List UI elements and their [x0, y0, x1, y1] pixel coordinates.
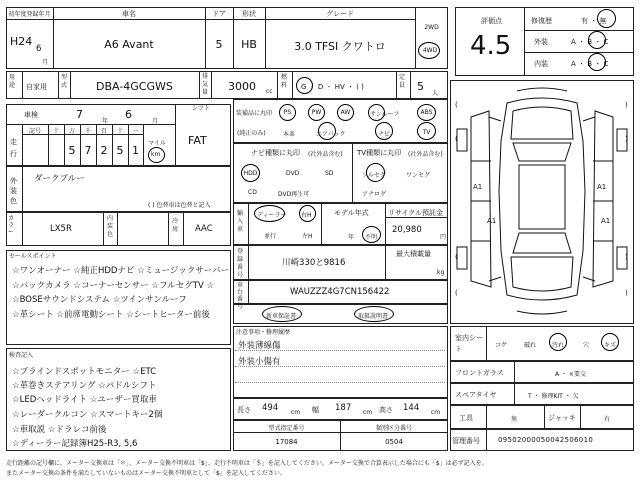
tools-label: 工具: [459, 414, 473, 422]
doors-value: 5: [215, 38, 223, 51]
sales-line-3: ☆BOSEサウンドシステム ☆ツインサンルーフ: [12, 295, 187, 305]
import-right-hand: 右H: [301, 212, 312, 219]
vin-label: 車台番号: [237, 282, 244, 310]
bracket-br1: ): [625, 253, 628, 261]
sheet-tear: 破れ: [524, 342, 537, 349]
import-label: 輸入車: [237, 210, 244, 233]
interior-sheet-label: 室内シート: [455, 334, 483, 353]
drive-4wd: 4WD: [422, 47, 438, 54]
car-diagram: [451, 81, 633, 323]
mileage-digit-1: 5: [68, 144, 76, 157]
equipment-label: 装備品に丸印: [236, 110, 273, 117]
mileage-digit-2: 7: [84, 144, 92, 157]
navi-hdd: HDD: [243, 170, 258, 177]
displacement-value: 3000: [228, 80, 256, 93]
sheet-stain: 汚れ: [552, 342, 565, 349]
management-value: 09502000050042506010: [498, 436, 594, 444]
footer-line-2: またメーター交換の条件を満たしていないものはメーター交換不明車として「$」を記入してください。: [6, 470, 286, 477]
exterior-color-value: ダークブルー: [34, 174, 85, 184]
recycle-label: リサイクル預託金: [388, 209, 444, 217]
score-value: 4.5: [470, 31, 512, 61]
wheel-rear-left: [457, 247, 467, 269]
model-value: A6 Avant: [104, 38, 154, 51]
shape-label: 形状: [242, 10, 256, 18]
height-value: 144: [403, 403, 420, 413]
front-glass-options: A ・ ×要交: [555, 371, 586, 378]
entry-line-4: ☆レーダークルコン ☆スマートキー2個: [12, 410, 163, 420]
entry-line-3: ☆LEDヘッドライト ☆ユーザー買取車: [12, 395, 157, 405]
max-load-label: 最大積載量: [396, 250, 431, 258]
mileage-digit-3: 2: [100, 144, 108, 157]
rear-bumper: [517, 311, 567, 314]
tools-value: 無: [511, 416, 518, 423]
sheet-hole: 穴: [583, 342, 590, 349]
mileage-digit-5: 1: [132, 144, 139, 157]
year-unit: 年: [102, 118, 109, 125]
reg-number-label: 登録番号: [237, 248, 244, 279]
model-label: 車名: [122, 10, 136, 18]
mileage-unit-km: km: [151, 151, 161, 158]
wheel-front-left: [457, 129, 467, 151]
footer-line-1: 走行距離の記号欄に、メーター交換車は「＊」、メーター交換不明車は「$」、走行不明車は「＄」を記入してください。メーター交換で合算表示した場合にも「$」は必ず記入を。: [6, 460, 488, 467]
mileage-h6: 一: [132, 128, 139, 135]
use-value: 自家用: [26, 83, 47, 91]
height-unit: cm: [431, 409, 441, 416]
length-value: 494: [262, 403, 279, 413]
month-unit-2: 月: [152, 118, 159, 125]
navi-dvd-play: DVD再生可: [278, 191, 310, 198]
tv-oneseg: ワンセグ: [406, 172, 431, 179]
right-side: [593, 111, 613, 287]
entry-line-6: ☆ディーラー記録簿H25-R3, 5,6: [12, 439, 138, 449]
navi-sd: SD: [325, 170, 334, 177]
sales-points-label: セールスポイント: [9, 253, 57, 260]
sales-line-1: ☆ワンオーナー ☆純正HDDナビ ☆ミュージックサーバー: [12, 266, 229, 276]
interior-b-circle: [588, 53, 606, 71]
tv-fullseg: フルセグ: [362, 172, 386, 179]
category-label: 類別区分番号: [375, 425, 412, 432]
spare-tire-label: スペアタイヤ: [455, 391, 497, 399]
drive-2wd: 2WD: [424, 24, 439, 31]
navi-dvd: DVD: [286, 170, 300, 177]
capacity-value: 5: [417, 80, 424, 93]
fuel-label: 燃料: [281, 74, 288, 89]
equipment-sublabel: (純正のみ): [237, 130, 266, 137]
windshield: [513, 143, 571, 161]
tv-title: TV種類に丸印: [357, 149, 402, 157]
cooler-value: AAC: [195, 224, 213, 234]
mileage-unit-mile: マイル: [148, 140, 166, 147]
spare-tire-options: T ・ 修理KIT ・ 欠: [528, 393, 579, 400]
mileage-h2: 万: [68, 128, 75, 135]
entry-line-1: ☆ブラインドスポットモニター ☆ETC: [12, 367, 157, 377]
exterior-b-circle: [588, 31, 606, 49]
left-side: [471, 111, 491, 287]
grade-label: グレード: [326, 10, 354, 18]
dmg-a1-left-rear: A1: [487, 217, 497, 225]
use-label: 用途: [9, 74, 16, 89]
score-label: 評価点: [481, 17, 502, 25]
equip-aw: AW: [340, 109, 351, 116]
type-value: DBA-4GCGWS: [96, 80, 173, 93]
bracket-bl1: (: [455, 253, 458, 261]
manual: 取扱説明書: [358, 313, 389, 320]
import-parallel: 並行: [264, 233, 277, 240]
type-designation-value: 17084: [275, 438, 298, 446]
mileage-h1: 十: [52, 128, 59, 135]
sheet-burn: コゲ: [495, 342, 508, 349]
equip-sunroof: サンルーフ: [370, 111, 400, 118]
model-year-unit: 年: [348, 234, 355, 241]
new-car-warranty: 新車保証書: [266, 313, 297, 320]
width-unit: cm: [363, 409, 373, 416]
row2: [6, 71, 448, 99]
inspector-entry-label: 検査記入: [9, 352, 34, 359]
recycle-value: 20,980: [392, 225, 422, 235]
note-line-2: 外装小傷有: [238, 357, 281, 367]
mileage-h4: 百: [100, 128, 107, 135]
jack-label: ジャッキ: [548, 414, 576, 422]
equip-tv: TV: [422, 129, 431, 136]
inspector-notes-label: 注意事項・修理履歴: [236, 329, 291, 336]
interior-color-label: 内装色: [107, 215, 114, 238]
length-unit: cm: [291, 409, 301, 416]
hood-panel: [511, 107, 573, 139]
rear-window: [513, 233, 571, 253]
color-code-label: カラー: [8, 215, 15, 236]
shift-value: FAT: [188, 134, 207, 147]
cooler-label: 冷房: [172, 218, 179, 233]
mileage-h5: 十: [116, 128, 123, 135]
month-unit: 月: [42, 59, 49, 66]
front-bumper: [517, 88, 567, 91]
model-year-unknown: 不明: [365, 234, 378, 241]
height-label: 高さ: [379, 406, 393, 414]
type-label: 型式: [61, 74, 68, 89]
width-label: 幅: [312, 406, 319, 414]
sheet-scratch: キズ: [604, 342, 616, 349]
max-load-unit: kg: [437, 269, 445, 276]
interior-grade-label: 内装: [534, 60, 548, 68]
length-label: 長さ: [237, 406, 251, 414]
roof-panel: [519, 165, 565, 229]
equip-abs: ABS: [420, 109, 433, 116]
bracket-tr1: ): [625, 101, 628, 109]
mileage-h3: 千: [84, 128, 91, 135]
navi-sub: (社外品含む): [308, 151, 343, 158]
shaken-year: 7: [76, 108, 83, 121]
bracket-tr2: ): [625, 135, 628, 143]
color-code-value: LX5R: [50, 224, 72, 234]
reg-number-value: 川崎330と9816: [282, 258, 346, 268]
exterior-color-note: ( ) 色替車は色替と記入: [148, 202, 211, 209]
capacity-label: 定員: [399, 74, 406, 89]
mileage-digit-4: 5: [116, 144, 124, 157]
dmg-a1-right-rear: A1: [601, 217, 611, 225]
category-value: 0504: [385, 438, 403, 446]
dmg-a1-left-front: A1: [473, 183, 483, 191]
tv-analog: アナログ: [362, 191, 387, 198]
displacement-label: 排気量: [202, 73, 209, 96]
bracket-bl2: (: [455, 289, 458, 297]
management-label: 管理番号: [452, 437, 480, 445]
equip-ps: PS: [283, 109, 292, 116]
mileage-label: 走行: [10, 138, 17, 158]
note-line-1: 外装薄線傷: [238, 341, 281, 351]
equip-leather: 本革: [283, 131, 296, 138]
model-year-label: モデル年式: [334, 209, 369, 217]
bracket-tl1: (: [455, 101, 458, 109]
reg-month: 6: [36, 44, 42, 54]
navi-cd: CD: [248, 189, 257, 196]
doors-label: ドア: [212, 10, 226, 18]
fuel-options: G ・ D ・ HV ・ ( ): [301, 83, 364, 91]
reg-year-label: 初年度登録年月: [8, 11, 51, 18]
navi-title: ナビ種類に丸印: [251, 149, 300, 157]
repair-label: 修復歴: [531, 17, 552, 25]
jack-value: 有: [604, 416, 611, 423]
exterior-grades: A ・ B ・ C: [571, 38, 609, 46]
displacement-unit: cc: [266, 88, 273, 95]
equip-navi: ナビ: [377, 131, 390, 138]
entry-line-5: ☆車取説 ☆ドラレコ前後: [12, 425, 107, 435]
dmg-a1-right-front: A1: [597, 183, 607, 191]
import-dealer: ディーラー: [257, 212, 287, 219]
exterior-grade-label: 外装: [534, 38, 548, 46]
exterior-color-label: 外装色: [10, 177, 17, 205]
entry-line-2: ☆革巻きステアリング ☆パドルシフト: [12, 381, 157, 391]
recycle-unit: 円: [440, 234, 447, 241]
shape-value: HB: [241, 38, 257, 51]
repair-none-circle: [597, 9, 616, 28]
interior-grades: A ・ B ・ C: [571, 60, 609, 68]
equip-pw: PW: [311, 109, 322, 116]
shift-label: シフト: [192, 105, 211, 112]
front-glass-label: フロントガラス: [455, 369, 504, 377]
bracket-tl2: (: [455, 135, 458, 143]
capacity-unit: 人: [432, 90, 439, 97]
type-designation-label: 型式指定番号: [268, 425, 305, 432]
import-left-hand: 左H: [302, 233, 313, 240]
mileage-h0: 記号: [28, 128, 41, 135]
shaken-month: 6: [125, 108, 132, 121]
sales-line-4: ☆革シート ☆前席電動シート ☆シートヒーター前後: [12, 310, 210, 320]
width-value: 187: [335, 403, 352, 413]
equip-airbag: エアバック: [316, 131, 346, 138]
grade-value: 3.0 TFSI クワトロ: [294, 40, 386, 53]
repair-options: 有 ・ 無: [581, 17, 607, 25]
tv-sub: (社外品含む): [408, 151, 443, 158]
reg-era-year: H24: [10, 35, 33, 48]
bracket-br2: ): [625, 289, 628, 297]
vin-value: WAUZZZ4G7CN156422: [290, 287, 390, 297]
trunk-panel: [511, 257, 573, 291]
sales-line-2: ☆バックカメラ ☆コーナーセンサー ☆フルセグTV ☆: [12, 281, 215, 291]
shaken-label: 車検: [24, 111, 38, 119]
